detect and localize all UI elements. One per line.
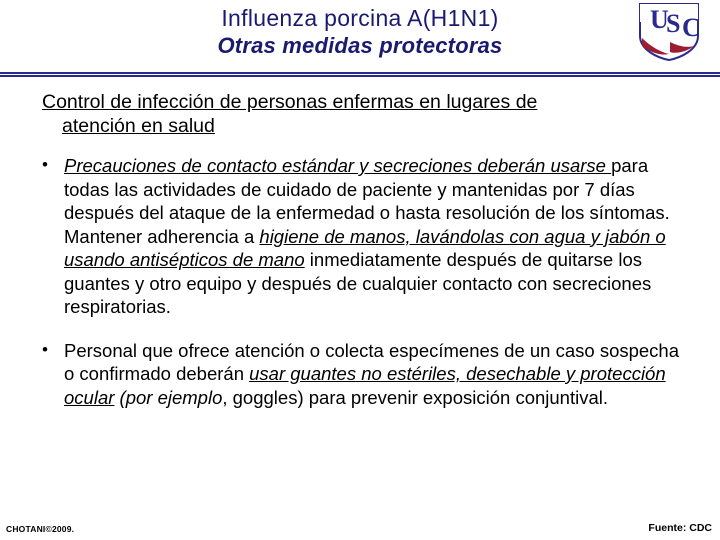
svg-text:S: S <box>666 9 681 38</box>
bullet-1-segment-1: Precauciones de contacto estándar y secreciones deberán usarse <box>64 155 612 176</box>
list-item <box>38 154 688 319</box>
title-line-1: Influenza porcina A(H1N1) <box>221 5 499 31</box>
bullet-2-segment-1: Personal que ofrece atención o colecta especímenes de un caso sospecha o confirmado deberán <box>64 339 680 384</box>
page-title <box>0 4 720 59</box>
slide-body <box>38 90 688 429</box>
bullet-2-segment-4: , goggles) para prevenir exposición conjuntival. <box>222 386 608 408</box>
section-heading-line-1: Control de infección de personas enfermas en lugares de <box>42 91 538 113</box>
bullet-1-segment-2: para todas las actividades de cuidado de paciente y mantenidas por 7 días después del ataque de la enfermedad o hasta resolución de los síntomas. Mantener adherencia a <box>64 155 670 247</box>
bullet-2-segment-2: usar guantes no estériles, desechable y protección ocular <box>64 363 666 408</box>
slide-header <box>0 0 720 72</box>
footer-source: Fuente: CDC <box>648 522 712 534</box>
footer-credit: CHOTANI©2009. <box>6 524 75 534</box>
section-heading-line-2: atención en salud <box>62 115 215 137</box>
bullet-1-segment-3: higiene de manos, lavándolas con agua y jabón o usando antisépticos de mano <box>64 225 666 270</box>
title-line-2: Otras medidas protectoras <box>217 33 503 58</box>
svg-text:U: U <box>650 5 669 34</box>
svg-text:C: C <box>682 13 701 42</box>
list-item <box>38 339 688 410</box>
section-heading <box>38 90 688 138</box>
usc-shield-logo <box>630 2 708 62</box>
bullet-2-segment-3: (por ejemplo <box>114 386 223 408</box>
header-divider <box>0 72 720 77</box>
divider-line-bottom <box>0 75 720 77</box>
divider-line-top <box>0 72 720 74</box>
bullet-list <box>38 154 688 409</box>
bullet-1-segment-4: inmediatamente después de quitarse los guantes y otro equipo y después de cualquier contacto con secreciones respiratorias. <box>64 249 652 317</box>
